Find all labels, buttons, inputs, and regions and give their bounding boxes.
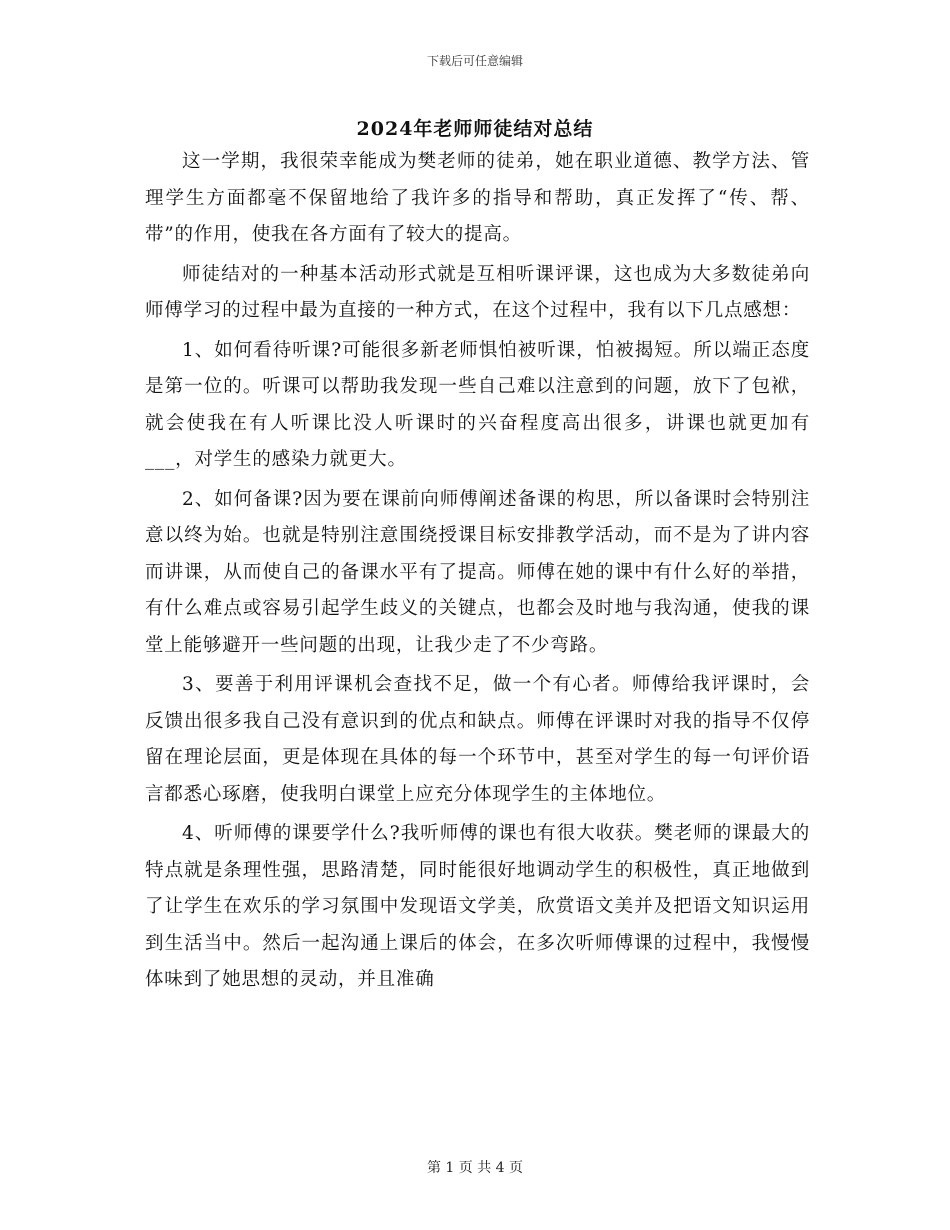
paragraph: 2、如何备课?因为要在课前向师傅阐述备课的构思，所以备课时会特别注意以终为始。也就是特别注意围绕授课目标安排教学活动，而不是为了讲内容而讲课，从而使自己的备课水平有了提高。师傅在她的课中有什么好的举措，有什么难点或容易引起学生歧义的关键点，也都会及时地与我沟通，使我的课堂上能够避开一些问题的出现，让我少走了不少弯路。	[145, 488, 810, 656]
paragraph: 这一学期，我很荣幸能成为樊老师的徒弟，她在职业道德、教学方法、管理学生方面都毫不保留地给了我许多的指导和帮助，真正发挥了“传、帮、带”的作用，使我在各方面有了较大的提高。	[145, 151, 810, 245]
header-note: 下载后可任意编辑	[426, 54, 523, 68]
document-body	[145, 144, 810, 999]
paragraph: 4、听师傅的课要学什么?我听师傅的课也有很大收获。樊老师的课最大的特点就是条理性强，思路清楚，同时能很好地调动学生的积极性，真正地做到了让学生在欢乐的学习氛围中发现语文学美，欣赏语文美并及把语文知识运用到生活当中。然后一起沟通上课后的体会，在多次听师傅课的过程中，我慢慢体味到了她思想的灵动，并且准确	[145, 823, 810, 990]
page-footer: 第 1 页 共 4 页	[426, 1160, 524, 1176]
paragraph: 1、如何看待听课?可能很多新老师惧怕被听课，怕被揭短。所以端正态度是第一位的。听课可以帮助我发现一些自己难以注意到的问题，放下了包袱，就会使我在有人听课比没人听课时的兴奋程度高出很多，讲课也就更加有___，对学生的感染力就更大。	[145, 339, 810, 470]
document-title: 2024年老师师徒结对总结	[356, 118, 594, 140]
paragraph: 师徒结对的一种基本活动形式就是互相听课评课，这也成为大多数徒弟向师傅学习的过程中最为直接的一种方式，在这个过程中，我有以下几点感想：	[145, 263, 810, 321]
paragraph: 3、要善于利用评课机会查找不足，做一个有心者。师傅给我评课时，会反馈出很多我自己没有意识到的优点和缺点。师傅在评课时对我的指导不仅停留在理论层面，更是体现在具体的每一个环节中，甚至对学生的每一句评价语言都悉心琢磨，使我明白课堂上应充分体现学生的主体地位。	[145, 674, 810, 805]
